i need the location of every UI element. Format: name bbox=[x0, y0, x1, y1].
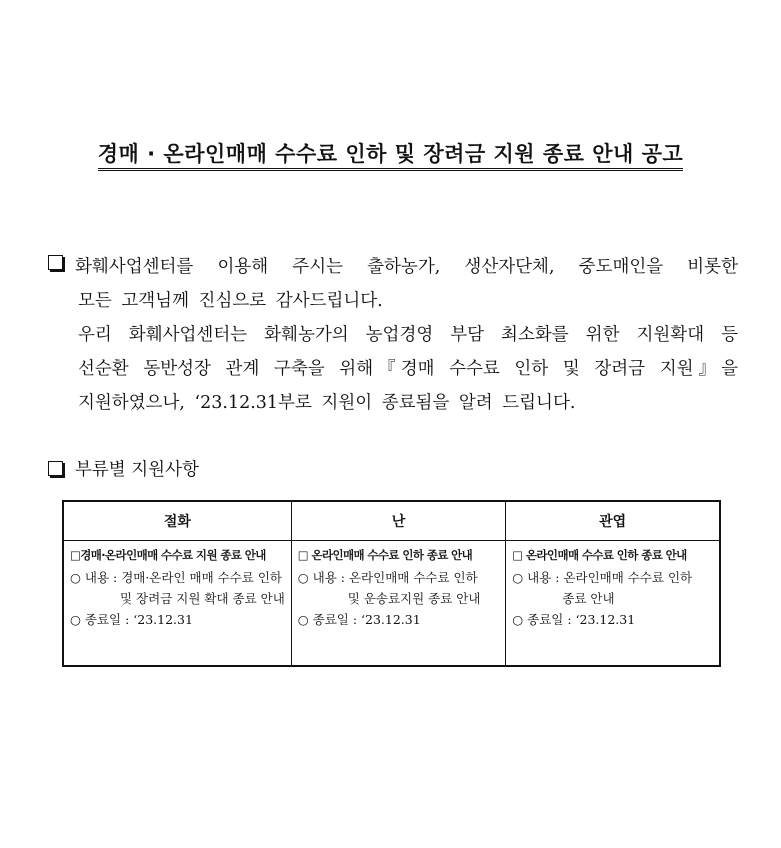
section-heading-row bbox=[48, 456, 199, 481]
cell-content: ○ 내용 : 온라인매매 수수료 인하 bbox=[512, 570, 693, 585]
intro-line-5: 지원하였으나, ‘23.12.31부로 지원이 종료됨을 알려 드립니다. bbox=[78, 393, 576, 413]
cell-content: ○ 내용 : 경매·온라인 매매 수수료 인하 bbox=[70, 570, 282, 585]
table-row bbox=[63, 541, 720, 667]
cell-content: ○ 내용 : 온라인매매 수수료 인하 bbox=[297, 570, 478, 585]
cell-content-cont: 및 장려금 지원 확대 종료 안내 bbox=[120, 591, 285, 606]
section-heading: 부류별 지원사항 bbox=[75, 460, 199, 480]
cell-end-date: ○ 종료일 : ‘23.12.31 bbox=[512, 612, 636, 627]
table-cell-foliage bbox=[506, 541, 720, 667]
cell-heading: □경매·온라인매매 수수료 지원 종료 안내 bbox=[70, 548, 266, 562]
cell-end-date: ○ 종료일 : ‘23.12.31 bbox=[70, 612, 193, 627]
header-orchids: 난 bbox=[291, 501, 505, 541]
intro-line-3: 우리 화훼사업센터는 화훼농가의 농업경영 부담 최소화를 위한 지원확대 등 bbox=[78, 325, 738, 345]
table-cell-orchids bbox=[291, 541, 505, 667]
checkbox-bullet-icon bbox=[48, 255, 63, 270]
cell-end-date: ○ 종료일 : ‘23.12.31 bbox=[297, 612, 421, 627]
table-cell-cut-flowers bbox=[63, 541, 291, 667]
header-cut-flowers: 절화 bbox=[63, 501, 291, 541]
intro-line-4: 선순환 동반성장 관계 구축을 위해『경매 수수료 인하 및 장려금 지원』을 bbox=[78, 359, 738, 379]
support-table bbox=[62, 500, 721, 667]
notice-title-text: 경매 · 온라인매매 수수료 인하 및 장려금 지원 종료 안내 공고 bbox=[98, 142, 683, 171]
notice-title bbox=[0, 138, 781, 168]
cell-content-cont: 종료 안내 bbox=[562, 591, 615, 606]
intro-line-2: 모든 고객님께 진심으로 감사드립니다. bbox=[78, 291, 383, 311]
cell-heading: □ 온라인매매 수수료 인하 종료 안내 bbox=[512, 548, 687, 562]
intro-line-1: 화훼사업센터를 이용해 주시는 출하농가, 생산자단체, 중도매인을 비롯한 bbox=[75, 257, 738, 277]
table-header-row bbox=[63, 501, 720, 541]
intro-section bbox=[48, 250, 738, 420]
header-foliage: 관엽 bbox=[506, 501, 720, 541]
cell-content-cont: 및 운송료지원 종료 안내 bbox=[347, 591, 481, 606]
cell-heading: □ 온라인매매 수수료 인하 종료 안내 bbox=[297, 548, 473, 562]
checkbox-bullet-icon bbox=[48, 461, 63, 476]
